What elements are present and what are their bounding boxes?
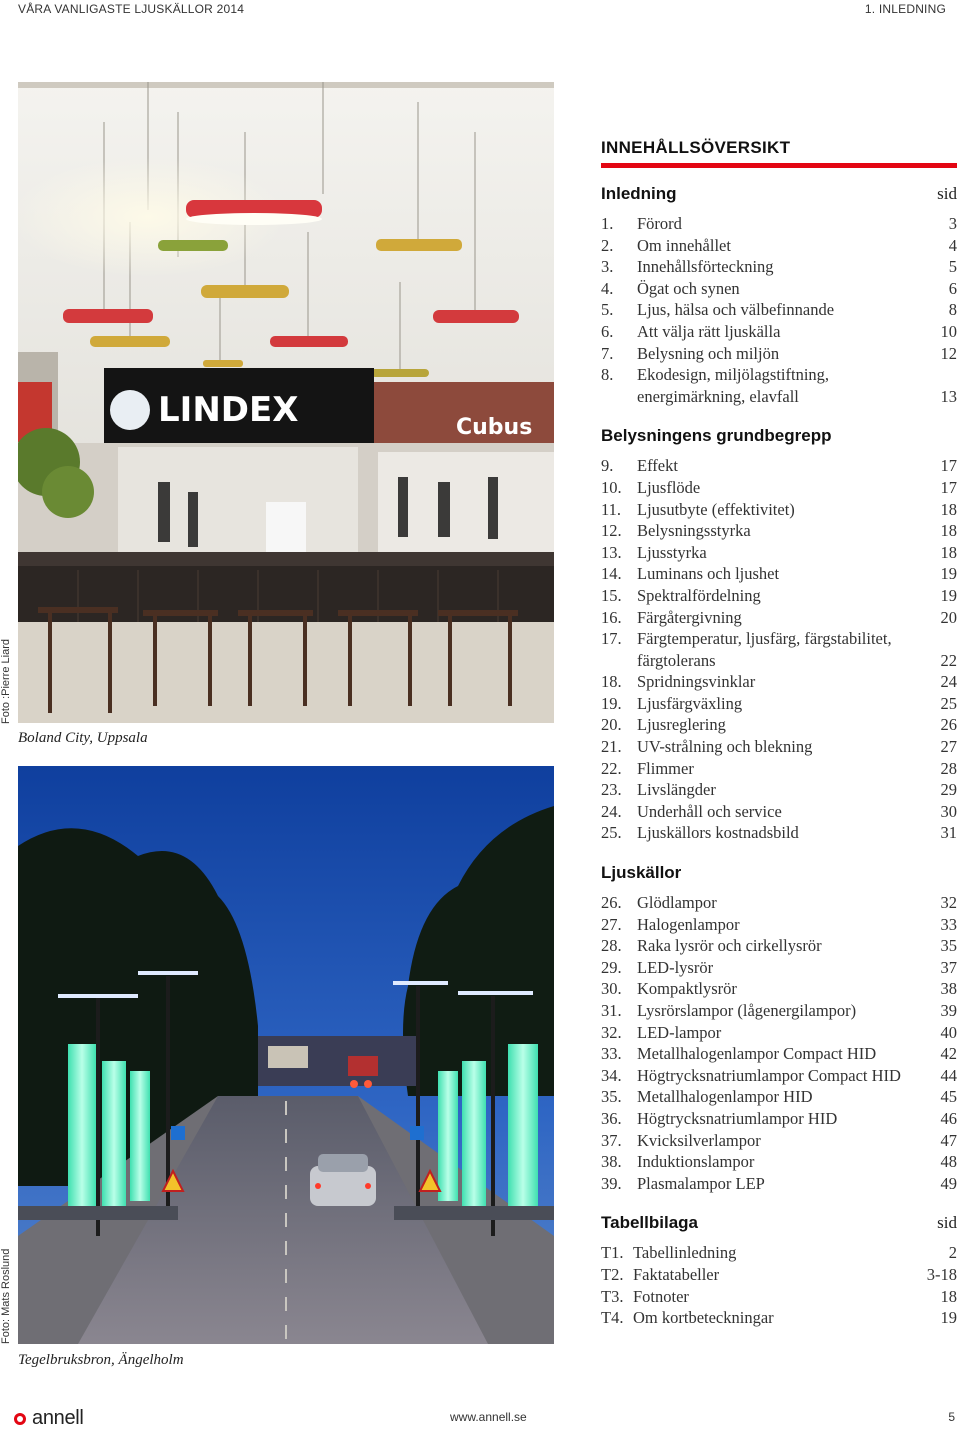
toc-entry[interactable] [601, 1286, 957, 1308]
toc-entry[interactable] [601, 914, 957, 936]
toc-entry[interactable] [601, 1307, 957, 1329]
toc-entry-page: 13 [940, 386, 957, 406]
section-title: Belysningens grundbegrepp [601, 426, 832, 446]
toc-entry-num: 35. [601, 1087, 622, 1107]
toc-entry-page: 20 [940, 607, 957, 627]
page-number: 5 [948, 1410, 955, 1424]
toc-entry-page: 25 [940, 693, 957, 713]
toc-entry-page: 44 [940, 1065, 957, 1085]
toc-entry[interactable] [601, 714, 957, 736]
toc-entry[interactable] [601, 628, 957, 650]
running-header-title: VÅRA VANLIGASTE LJUSKÄLLOR 2014 [18, 2, 245, 16]
section-gap [601, 1194, 957, 1213]
toc-entry-label: Att välja rätt ljuskälla [637, 321, 781, 341]
toc-entry-label: Ljusstyrka [637, 542, 707, 562]
toc-entry[interactable] [601, 693, 957, 715]
toc-entry-page: 17 [940, 456, 957, 476]
toc-entry-label: Ljuskällors kostnadsbild [637, 823, 799, 843]
toc-entry-page: 18 [940, 1286, 957, 1306]
toc-entry-num: 2. [601, 235, 614, 255]
toc-entry[interactable] [601, 1065, 957, 1087]
toc-entry[interactable] [601, 499, 957, 521]
toc-entry-num: 27. [601, 914, 622, 934]
toc-entry[interactable] [601, 1151, 957, 1173]
toc-entry[interactable] [601, 1264, 957, 1286]
toc-entry-num: 4. [601, 278, 614, 298]
toc-entry-page: 29 [940, 780, 957, 800]
toc-entry-label: Halogenlampor [637, 914, 740, 934]
toc-entry-page: 42 [940, 1044, 957, 1064]
toc-section-heading [601, 863, 957, 892]
toc-entry-page: 32 [940, 893, 957, 913]
toc-entry-label: Glödlampor [637, 893, 717, 913]
toc-entry-page: 19 [940, 1308, 957, 1328]
toc-entry-label: Ögat och synen [637, 278, 740, 298]
bridge-photo [18, 766, 554, 1344]
mall-photo [18, 82, 554, 723]
toc-entry-label: Spridningsvinklar [637, 672, 756, 692]
toc-entry-label: UV-strålning och blekning [637, 737, 813, 757]
toc-entry-page: 46 [940, 1108, 957, 1128]
toc-entry-page: 18 [940, 521, 957, 541]
toc-entry-num: T3. [601, 1286, 624, 1306]
toc-entry-num: T4. [601, 1308, 624, 1328]
toc-entry-page: 8 [948, 300, 957, 320]
toc-entry-num: 22. [601, 758, 622, 778]
toc-entry-page: 49 [940, 1173, 957, 1193]
toc-entry-num: 33. [601, 1044, 622, 1064]
toc-entry-label: Induktionslampor [637, 1152, 755, 1172]
toc-entry-num: 3. [601, 257, 614, 277]
toc-entry-num: 28. [601, 936, 622, 956]
toc-title: INNEHÅLLSÖVERSIKT [601, 138, 791, 157]
toc-entry-num: 24. [601, 801, 622, 821]
toc-entry[interactable] [601, 386, 957, 408]
toc-entry-num: 34. [601, 1065, 622, 1085]
toc-entry-num: 31. [601, 1001, 622, 1020]
toc-entry-label: Metallhalogenlampor Compact HID [637, 1044, 877, 1064]
toc-entry[interactable] [601, 299, 957, 321]
toc-entry-label: Flimmer [637, 758, 694, 778]
toc-entry-page: 37 [940, 957, 957, 977]
toc-entry[interactable] [601, 542, 957, 564]
toc-entry-page: 38 [940, 979, 957, 999]
toc-entry-num: 30. [601, 979, 622, 999]
toc-section-heading [601, 184, 957, 213]
toc-entry-num: 7. [601, 343, 614, 363]
toc-entry-label: Effekt [637, 456, 678, 476]
toc-entry[interactable] [601, 1022, 957, 1044]
toc-entry-label: Faktatabeller [633, 1264, 720, 1284]
toc-entry-num: 5. [601, 300, 614, 320]
toc-entry-num: 14. [601, 564, 622, 584]
toc-entry-num: T2. [601, 1264, 624, 1284]
toc-entry-page: 28 [940, 758, 957, 778]
toc-entry-num: 21. [601, 737, 622, 757]
toc-entry[interactable] [601, 935, 957, 957]
toc-entry-num: 19. [601, 693, 622, 713]
toc-entry-label: Ekodesign, miljölagstiftning, [637, 365, 830, 385]
toc-entry-num: 11. [601, 499, 622, 519]
toc-entry[interactable] [601, 650, 957, 672]
toc-entry-label: Ljusreglering [637, 715, 726, 735]
toc-entry[interactable] [601, 892, 957, 914]
footer-url[interactable]: www.annell.se [450, 1410, 527, 1424]
toc-section-heading [601, 426, 957, 455]
toc-entry[interactable] [601, 779, 957, 801]
toc-entry-num: 9. [601, 456, 614, 476]
annell-logo [14, 1407, 84, 1430]
toc-entry-label: Fotnoter [633, 1286, 689, 1306]
toc-entry[interactable] [601, 455, 957, 477]
toc-entry-label: Livslängder [637, 780, 716, 800]
toc-entry-label: Kompaktlysrör [637, 979, 737, 999]
store-sign-lindex: LINDEX [158, 390, 299, 430]
toc-entry[interactable] [601, 758, 957, 780]
toc-entry-page: 6 [948, 278, 957, 298]
toc-entry-page: 10 [940, 321, 957, 341]
toc-accent-rule [601, 163, 957, 168]
toc-entry[interactable] [601, 343, 957, 365]
photo-caption: Tegelbruksbron, Ängelholm [18, 1352, 184, 1368]
toc-entry[interactable] [601, 585, 957, 607]
toc-entry[interactable] [601, 1000, 957, 1022]
toc-entry-label: Tabellinledning [633, 1243, 737, 1263]
section-title: Ljuskällor [601, 863, 682, 883]
toc-entry-num: 37. [601, 1130, 622, 1150]
toc-entry-page: 19 [940, 585, 957, 605]
toc-entry-label: Högtrycksnatriumlampor Compact HID [637, 1065, 901, 1085]
toc-entry[interactable] [601, 321, 957, 343]
toc-entry-num: 10. [601, 477, 622, 497]
toc-entry-num: 32. [601, 1022, 622, 1042]
toc-entry-page: 3-18 [926, 1264, 957, 1284]
toc-entry-page: 5 [948, 257, 957, 277]
toc-entry[interactable] [601, 364, 957, 386]
toc-entry-label: Innehållsförteckning [637, 257, 774, 277]
toc-entry-label: Ljusutbyte (effektivitet) [637, 499, 795, 519]
toc-entry-num: 20. [601, 715, 622, 735]
toc-entry-num: 39. [601, 1173, 622, 1193]
toc-entry-label: LED-lampor [637, 1022, 722, 1042]
section-page-header: sid [937, 1213, 957, 1233]
toc-entry-page: 33 [940, 914, 957, 934]
toc-entry-label: Lysrörslampor (lågenergilampor) [637, 1001, 857, 1020]
toc-entry-label: Färgåtergivning [637, 607, 742, 627]
toc-entry[interactable] [601, 520, 957, 542]
toc-entry-num: 38. [601, 1152, 622, 1172]
toc-entry[interactable] [601, 671, 957, 693]
photo-credit: Foto: Mats Roslund [0, 1248, 12, 1344]
toc-entry-label: Raka lysrör och cirkellysrör [637, 936, 822, 956]
toc-entry-label: Ljus, hälsa och välbefinnande [637, 300, 835, 320]
toc-entry-label: färgtolerans [637, 650, 716, 670]
toc-entry-page: 47 [940, 1130, 957, 1150]
toc-entry-page: 35 [940, 936, 957, 956]
toc-entry[interactable] [601, 607, 957, 629]
toc-entry-num: 36. [601, 1108, 622, 1128]
toc-entry-page: 17 [940, 477, 957, 497]
toc-entry[interactable] [601, 477, 957, 499]
toc-entry-page: 26 [940, 715, 957, 735]
toc-entry[interactable] [601, 1043, 957, 1065]
toc-entry[interactable] [601, 801, 957, 823]
toc-entry-page: 24 [940, 672, 957, 692]
toc-entry[interactable] [601, 1130, 957, 1152]
toc-entry-label: Belysningsstyrka [637, 521, 751, 541]
toc-entry-page: 39 [940, 1001, 957, 1020]
toc-entry-num: 15. [601, 585, 622, 605]
toc-entry[interactable] [601, 235, 957, 257]
toc-entry-label: energimärkning, elavfall [637, 386, 799, 406]
toc-entry[interactable] [601, 822, 957, 844]
toc-entry-page: 18 [940, 499, 957, 519]
bridge-illustration [18, 766, 554, 1344]
toc-entry-page: 4 [948, 235, 957, 255]
toc-entry-num: 18. [601, 672, 622, 692]
section-gap [601, 407, 957, 426]
toc-entry-num: 29. [601, 957, 622, 977]
toc-entry-label: Underhåll och service [637, 801, 782, 821]
toc-entry[interactable] [601, 1086, 957, 1108]
toc-entry-page: 18 [940, 542, 957, 562]
toc-entry-page: 22 [940, 650, 957, 670]
toc-entry[interactable] [601, 1242, 957, 1264]
toc-entry-label: LED-lysrör [637, 957, 714, 977]
toc-entry-page: 45 [940, 1087, 957, 1107]
toc-entry-page: 31 [940, 823, 957, 843]
toc-entry-label: Förord [637, 214, 682, 233]
toc-entry-num: 17. [601, 629, 622, 649]
toc-entry-page: 12 [940, 343, 957, 363]
toc-entry-page: 2 [948, 1243, 957, 1263]
toc-entry-num: 26. [601, 893, 622, 913]
toc-entry[interactable] [601, 957, 957, 979]
toc-entry-page: 48 [940, 1152, 957, 1172]
section-page-header: sid [937, 184, 957, 203]
photo-credit: Foto :Pierre Liard [0, 639, 12, 724]
toc-entry[interactable] [601, 563, 957, 585]
toc-entry-num: 6. [601, 321, 614, 341]
toc-entry-num: 23. [601, 780, 622, 800]
toc-entry-label: Om kortbeteckningar [633, 1308, 774, 1328]
toc-entry-label: Belysning och miljön [637, 343, 780, 363]
toc-entry-page: 3 [948, 214, 957, 233]
toc-entry-label: Luminans och ljushet [637, 564, 780, 584]
toc-entry-num: T1. [601, 1243, 624, 1263]
store-sign-cubus: Cubus [456, 415, 533, 440]
section-title: Tabellbilaga [601, 1213, 698, 1233]
toc-entry-page: 40 [940, 1022, 957, 1042]
toc-entry-num: 8. [601, 365, 614, 385]
photo-caption: Boland City, Uppsala [18, 730, 148, 746]
toc-entry[interactable] [601, 278, 957, 300]
toc-entry[interactable] [601, 1108, 957, 1130]
toc-entry-label: Plasmalampor LEP [637, 1173, 765, 1193]
toc-entry-num: 13. [601, 542, 622, 562]
mall-illustration [18, 82, 554, 723]
toc-entry-num: 16. [601, 607, 622, 627]
logo-wordmark: annell [32, 1407, 84, 1429]
toc-entry-label: Ljusfärgväxling [637, 693, 743, 713]
toc-sections [601, 184, 957, 1329]
toc-entry-label: Högtrycksnatriumlampor HID [637, 1108, 838, 1128]
toc-entry-label: Metallhalogenlampor HID [637, 1087, 813, 1107]
toc-entry-page: 19 [940, 564, 957, 584]
toc-entry[interactable] [601, 1173, 957, 1195]
toc-entry-num: 1. [601, 214, 614, 233]
toc-entry[interactable] [601, 736, 957, 758]
section-title: Inledning [601, 184, 677, 203]
toc-entry[interactable] [601, 256, 957, 278]
toc-entry-num: 25. [601, 823, 622, 843]
toc-entry-label: Om innehållet [637, 235, 731, 255]
toc-entry-label: Ljusflöde [637, 477, 701, 497]
logo-mark-icon [14, 1413, 26, 1425]
toc-entry-label: Spektralfördelning [637, 585, 761, 605]
running-header-chapter: 1. INLEDNING [864, 2, 946, 16]
section-gap [601, 844, 957, 863]
toc-section-heading [601, 1213, 957, 1242]
toc-entry-label: Färgtemperatur, ljusfärg, färgstabilitet, [637, 629, 892, 649]
toc-entry-label: Kvicksilverlampor [637, 1130, 761, 1150]
toc-entry[interactable] [601, 213, 957, 235]
toc-entry-num: 12. [601, 521, 622, 541]
toc-entry-page: 27 [940, 737, 957, 757]
toc-entry[interactable] [601, 978, 957, 1000]
toc-entry-page: 30 [940, 801, 957, 821]
table-of-contents [601, 138, 957, 1329]
